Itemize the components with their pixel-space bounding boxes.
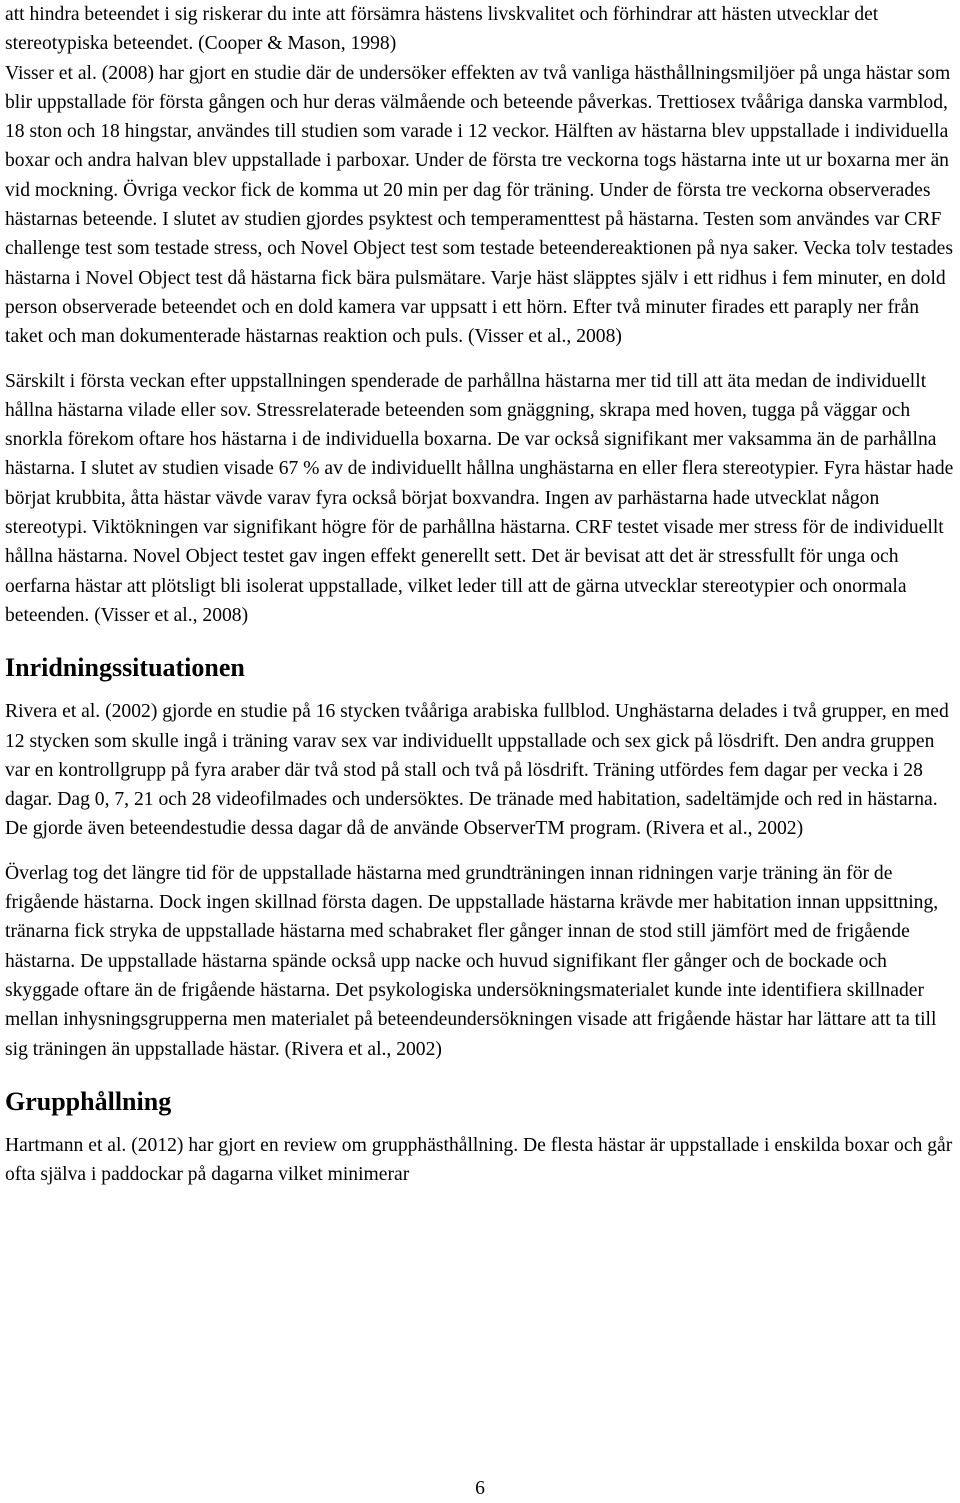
heading-inridningssituationen: Inridningssituationen [5,653,245,683]
paragraph-rivera-results: Överlag tog det längre tid för de uppstallade hästarna med grundträningen innan ridningen varje träning än för de frigående hästarna. Dock ingen skillnad första dagen. De uppstallade hästarna krävde mer habitation innan uppsittning, tränarna fick stryka de uppstallade hästarna med schabraket fler gånger innan de stod still jämfört med de frigående hästarna. De uppstallade hästarna spände också upp nacke och huvud signifikant fler gånger och de bockade och skyggade oftare än de frigående hästarna. Det psykologiska undersökningsmaterialet kunde inte identifiera skillnader mellan inhysningsgrupperna men materialet på beteendeundersökningen visade att frigående hästar har lättare att ta till sig träningen än uppstallade hästar. (Rivera et al., 2002) [5,862,939,1060]
paragraph-visser-results: Särskilt i första veckan efter uppstallningen spenderade de parhållna hästarna mer tid till att äta medan de individuellt hållna hästarna vilade eller sov. Stressrelaterade beteenden som gnäggning, skrapa med hoven, tugga på väggar och snorkla förekom oftare hos hästarna i de individuella boxarna. De var också signifikant mer vaksamma än de parhållna hästarna. I slutet av studien visade 67 % av de individuellt hållna unghästarna en eller flera stereotypier. Fyra hästar hade börjat krubbita, åtta hästar vävde varav fyra också börjat boxvandra. Ingen av parhästarna hade utvecklat någon stereotypi. Viktökningen var signifikant högre för de parhållna hästarna. CRF testet visade mer stress för de individuellt hållna hästarna. Novel Object testet gav ingen effekt generellt sett. Det är bevisat att det är stressfullt för unga och oerfarna hästar att plötsligt bli isolerat uppstallade, vilket leder till att de gärna utvecklar stereotypier och onormala beteenden. (Visser et al., 2008) [5,370,954,626]
heading-gap [5,1118,957,1131]
paragraph-cooper-mason: att hindra beteendet i sig riskerar du inte att försämra hästens livskvalitet och förhindrar att hästen utvecklar det stereotypiska beteendet. (Cooper & Mason, 1998) [5,4,879,55]
section-gap [5,1064,957,1086]
page-number: 6 [475,1478,485,1499]
paragraph-gap [5,352,957,367]
document-page [5,0,957,1189]
paragraph-gap [5,844,957,859]
section-gap [5,630,957,652]
paragraph-hartmann-review: Hartmann et al. (2012) har gjort en review om grupphästhållning. De flesta hästar är uppstallade i enskilda boxar och går ofta själva i paddockar på dagarna vilket minimerar [5,1134,953,1186]
paragraph-rivera-study: Rivera et al. (2002) gjorde en studie på 16 stycken tvååriga arabiska fullblod. Unghästarna delades i två grupper, en med 12 stycken som skulle ingå i träning varav sex var individuellt uppstallade och sex gick på lösdrift. Den andra gruppen var en kontrollgrupp på fyra araber där två stod på stall och två på lösdrift. Träning utfördes fem dagar per vecka i 28 dagar. Dag 0, 7, 21 och 28 videofilmades och undersöktes. De tränade med habitation, sadeltämjde och red in hästarna. De gjorde även beteendestudie dessa dagar då de använde ObserverTM program. (Rivera et al., 2002) [5,701,949,840]
paragraph-visser-study: Visser et al. (2008) har gjort en studie där de undersöker effekten av två vanliga hästhållningsmiljöer på unga hästar som blir uppstallade för första gången och hur deras välmående och beteende påverkas. Trettiosex tvååriga danska varmblod, 18 ston och 18 hingstar, användes till studien som varade i 12 veckor. Hälften av hästarna blev uppstallade i individuella boxar och andra halvan blev uppstallade i parboxar. Under de första tre veckorna togs hästarna inte ut ur boxarna mer än vid mockning. Övriga veckor fick de komma ut 20 min per dag för träning. Under de första tre veckorna observerades hästarnas beteende. I slutet av studien gjordes psyktest och temperamenttest på hästarna. Testen som användes var CRF challenge test som testade stress, och Novel Object test som testade beteendereaktionen på nya saker. Vecka tolv testades hästarna i Novel Object test då hästarna fick bära pulsmätare. Varje häst släpptes själv i ett ridhus i fem minuter, en dold person observerade beteendet och en dold kamera var uppsatt i ett hörn. Efter två minuter firades ett paraply ner från taket och man dokumenterade hästarnas reaktion och puls. (Visser et al., 2008) [5,62,953,348]
heading-grupphallning: Grupphållning [5,1086,172,1116]
heading-gap [5,684,957,697]
